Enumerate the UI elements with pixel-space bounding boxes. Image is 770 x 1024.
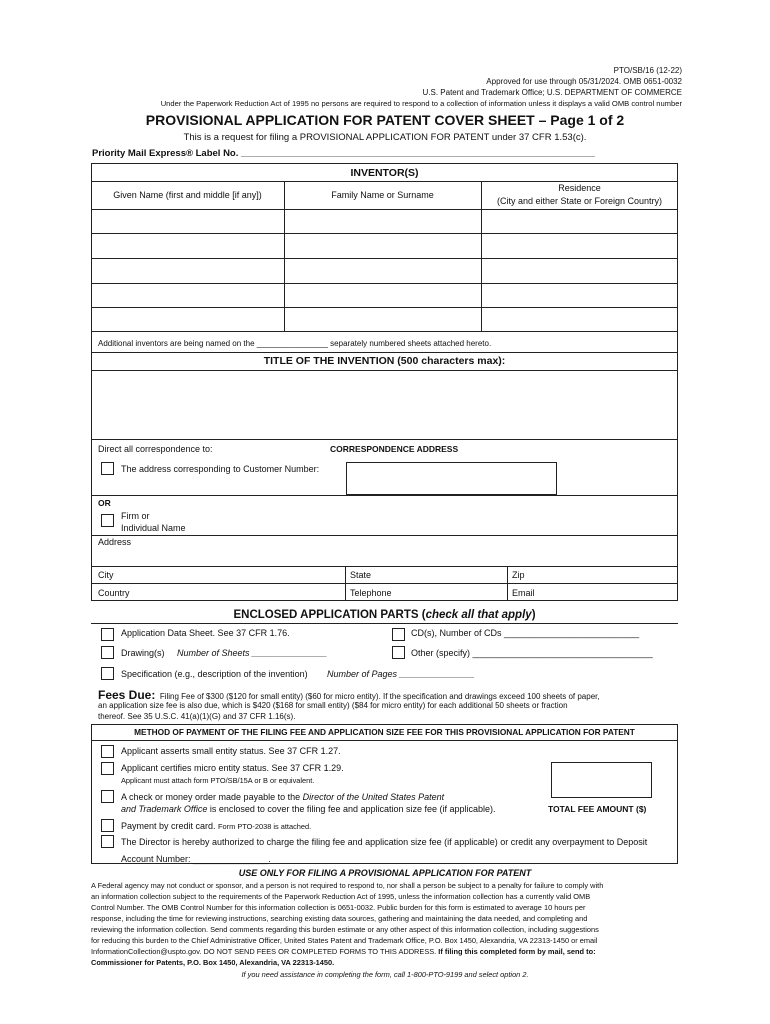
micro-entity-label: Applicant certifies micro entity status. See 37 CFR 1.29. (121, 763, 344, 773)
small-entity-label: Applicant asserts small entity status. See 37 CFR 1.27. (121, 746, 341, 756)
direct-correspondence-label: Direct all correspondence to: (98, 444, 213, 454)
telephone-label[interactable]: Telephone (350, 588, 392, 598)
inventors-heading: INVENTOR(S) (350, 167, 419, 179)
drawings-label: Drawing(s) (121, 648, 165, 658)
ads-checkbox[interactable] (101, 628, 114, 641)
deposit-account-checkbox[interactable] (101, 835, 114, 848)
assistance-line: If you need assistance in completing the form, call 1-800-PTO-9199 and select option 2. (241, 970, 529, 979)
ads-label: Application Data Sheet. See 37 CFR 1.76. (121, 628, 290, 638)
customer-number-field[interactable] (346, 462, 557, 495)
country-label[interactable]: Country (98, 588, 130, 598)
correspondence-heading: CORRESPONDENCE ADDRESS (330, 444, 459, 454)
firm-checkbox[interactable] (101, 514, 114, 527)
burden-line-5: reviewing the information collection. Send comments regarding this burden estimate or any other aspect of this information collection, including suggestions (91, 925, 599, 934)
total-fee-field[interactable] (551, 762, 652, 798)
individual-name-label: Individual Name (121, 523, 186, 533)
other-checkbox[interactable] (392, 646, 405, 659)
cds-checkbox[interactable] (392, 628, 405, 641)
state-label[interactable]: State (350, 570, 372, 580)
fees-due: Fees Due: Filing Fee of $300 ($120 for small entity) ($60 for micro entity). If the specification and drawings exceed 100 sheets of paper, (98, 688, 600, 702)
agency-line: U.S. Patent and Trademark Office; U.S. DEPARTMENT OF COMMERCE (422, 88, 682, 97)
customer-number-label: The address corresponding to Customer Number: (121, 464, 320, 474)
check-payment-line-1: A check or money order made payable to the Director of the United States Patent (121, 792, 445, 802)
check-payment-line-2: and Trademark Office is enclosed to cover the filing fee and application size fee (if applicable). (121, 804, 496, 814)
paperwork-notice: Under the Paperwork Reduction Act of 1995 no persons are required to respond to a collection of information unless it displays a valid OMB control number (160, 99, 682, 108)
total-fee-label: TOTAL FEE AMOUNT ($) (548, 804, 647, 814)
fees-line-3: thereof. See 35 U.S.C. 41(a)(1)(G) and 37 CFR 1.16(s). (98, 712, 296, 721)
col-residence-detail: (City and either State or Foreign Country) (496, 196, 663, 206)
deposit-account-number[interactable]: Account Number: _______________. (121, 854, 271, 864)
burden-line-3: Control Number. The OMB Control Number for this information collection is 0651-0032. Public burden for this form is estimated to average 10 hours per (91, 903, 586, 912)
city-label[interactable]: City (98, 570, 114, 580)
inventor-row-3[interactable] (91, 283, 678, 284)
additional-inventors: Additional inventors are being named on the ________________ separately numbered sheets attached hereto. (98, 339, 492, 348)
micro-entity-checkbox[interactable] (101, 762, 114, 775)
small-entity-checkbox[interactable] (101, 745, 114, 758)
email-label[interactable]: Email (512, 588, 535, 598)
mail-address: Commissioner for Patents, P.O. Box 1450, Alexandria, VA 22313-1450. (91, 958, 335, 967)
micro-entity-note: Applicant must attach form PTO/SB/15A or B or equivalent. (121, 776, 315, 785)
customer-number-checkbox[interactable] (101, 462, 114, 475)
inventor-row-4[interactable] (91, 307, 678, 308)
form-id: PTO/SB/16 (12-22) (613, 66, 682, 75)
invention-title-heading: TITLE OF THE INVENTION (500 characters max): (263, 355, 506, 367)
check-payment-checkbox[interactable] (101, 790, 114, 803)
deposit-authorization: The Director is hereby authorized to charge the filing fee and application size fee (if applicable) or credit any overpayment to Deposit (121, 837, 648, 847)
col-given-name: Given Name (first and middle [if any]) (113, 190, 262, 200)
payment-heading: METHOD OF PAYMENT OF THE FILING FEE AND APPLICATION SIZE FEE FOR THIS PROVISIONAL APPLICATION FOR PATENT (134, 727, 635, 737)
use-only-notice: USE ONLY FOR FILING A PROVISIONAL APPLICATION FOR PATENT (238, 868, 532, 878)
enclosed-parts-heading: ENCLOSED APPLICATION PARTS (check all that apply) (233, 609, 536, 621)
address-label[interactable]: Address (98, 537, 132, 547)
cds-label: CD(s), Number of CDs ___________________________ (411, 628, 640, 638)
inventor-row-1[interactable] (91, 233, 678, 234)
page-title: PROVISIONAL APPLICATION FOR PATENT COVER SHEET – Page 1 of 2 (145, 112, 625, 128)
drawings-sheets-field[interactable]: Number of Sheets _______________ (177, 648, 328, 658)
burden-line-1: A Federal agency may not conduct or sponsor, and a person is not required to respond to, nor shall a person be subject to a penalty for failure to comply with (91, 881, 604, 890)
inventor-row-5[interactable] (91, 331, 678, 332)
or-label: OR (98, 498, 111, 508)
other-label: Other (specify) ____________________________________ (411, 648, 653, 658)
priority-mail-label[interactable]: Priority Mail Express® Label No. ___________________________________________________________________ (92, 148, 596, 159)
burden-line-6: for reducing this burden to the Chief Administrative Officer, United States Patent and Trademark Office, P.O. Box 1450, Alexandria, VA 22313-1450 or email (91, 936, 598, 945)
page-subtitle: This is a request for filing a PROVISIONAL APPLICATION FOR PATENT under 37 CFR 1.53(c). (183, 132, 587, 143)
zip-label[interactable]: Zip (512, 570, 525, 580)
inventor-row-2[interactable] (91, 258, 678, 259)
credit-card-label: Payment by credit card. Form PTO-2038 is attached. (121, 821, 312, 831)
fees-line-2: an application size fee is also due, which is $420 ($168 for small entity) ($84 for micro entity) for each additional 50 sheets or fraction (98, 701, 568, 710)
credit-card-checkbox[interactable] (101, 819, 114, 832)
firm-label: Firm or (121, 511, 150, 521)
specification-label: Specification (e.g., description of the invention) (121, 669, 308, 679)
burden-line-4: response, including the time for reviewing instructions, searching existing data sources, gathering and maintaining the data needed, and completing and (91, 914, 588, 923)
col-family-name: Family Name or Surname (331, 190, 434, 200)
specification-pages-field[interactable]: Number of Pages _______________ (327, 669, 475, 679)
burden-line-7: InformationCollection@uspto.gov. DO NOT SEND FEES OR COMPLETED FORMS TO THIS ADDRESS. If filing this completed form by mail, send to: (91, 947, 596, 956)
specification-checkbox[interactable] (101, 667, 114, 680)
col-residence: Residence (558, 183, 601, 193)
burden-line-2: an information collection subject to the requirements of the Paperwork Reduction Act of 1995, unless the information collection has a currently valid OMB (91, 892, 591, 901)
drawings-checkbox[interactable] (101, 646, 114, 659)
omb-approval: Approved for use through 05/31/2024. OMB 0651-0032 (486, 77, 682, 86)
